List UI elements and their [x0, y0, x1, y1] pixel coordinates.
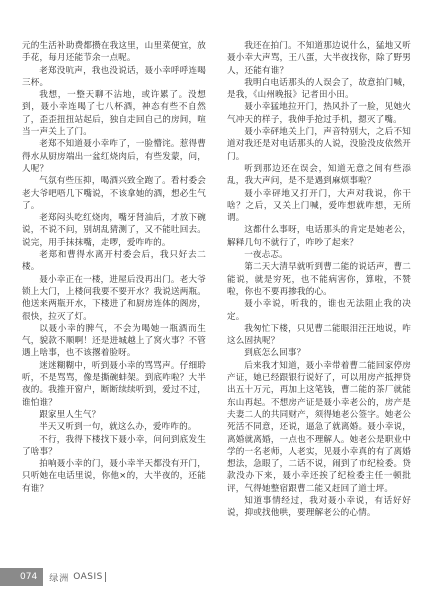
paragraph: 聂小幸砰地关上门，声音特别大，之后不知道对我还是对电话那头的人说，没脸没皮依然开门。: [227, 127, 411, 162]
footer-divider: [105, 572, 106, 582]
paragraph: 聂小幸说，听我的，谁也无法阻止我的决定。: [227, 299, 411, 322]
paragraph: 到底怎么回事？: [244, 348, 306, 359]
magazine-name-en: OASIS: [73, 572, 103, 582]
paragraph: 迷迷糊糊中，听到聂小幸的骂骂声。仔细聆听，不是骂骂，像是撕碗蚌架。到底咋啦？大半夜的。我推开窗户，断断续续听到，爱过不过，谁怕谁？: [22, 360, 206, 408]
right-text-column: [227, 40, 411, 520]
paragraph: 元的生活补助费都攒在我这里，山里菜便宜，放手花，每月还能节余一点呢。: [22, 41, 206, 64]
page-footer: [0, 568, 140, 586]
page-number: 074: [0, 568, 43, 586]
paragraph: 知道事情经过，我对聂小幸说，有话好好说，抑或找他哄，要理解老公的心情。: [227, 495, 411, 519]
paragraph: 这都什么事呀，电话那头的肯定是她老公，解释几句不就行了，咋吵了起来？: [227, 225, 411, 248]
paragraph: 后来我才知道，聂小幸带着曹二能回家停房产证，她已经跟银行说好了，可以用房产抵押贷出五十万元，再加上这笔钱，曹二能的茶厂就能东山再起。不想房产证是聂小幸老公的，房产是夫妻二人的共同财产，须得她老公签字。她老公死活不同意，还说，逼急了就离婚。聂小幸说，离婚就离婚，一点也不理解人。她老公是职业中学的一名老师，人老实，见聂小幸真的有了离婚想法，急眼了，二话不说，闹到了市纪检委。贷款没办下来，聂小幸还挨了纪检委主任一顿批评，气得她整宿跟曹二能又赶回了道士坪。: [227, 360, 411, 494]
paragraph: 半天又听到一句，就这么办，爱咋咋的。: [39, 422, 197, 433]
paragraph: 老郑没吭声，我也没说话，聂小幸呼呼连喝三杯。: [22, 65, 206, 88]
paragraph: 气氛有些压抑，喝酒兴致全跑了。看村委会老大爷吧唔几下嘴说，不该拿她的酒，想必生气了。: [22, 176, 206, 211]
paragraph: 聂小幸正在一楼，进屋后没再出门。老大爷锁上大门，上楼问我要不要开水？我说送两瓶。他送来两瓶开水，下楼进了和厨房连体的阁房，很快，拉灭了灯。: [22, 274, 206, 322]
paragraph: 我明白电话那头的人误会了，故意拍门喊，是我，《山州晚报》记者田小田。: [227, 77, 411, 101]
magazine-name-cn: 绿洲: [49, 573, 70, 584]
paragraph: 不行，我得下楼找下聂小幸，问问到底发生了啥事？: [22, 434, 206, 457]
paragraph: 老郑不知道聂小幸咋了，一脸懵诧。惹得曹得水从厨房端出一盆红烧肉后，有些发蒙，问，人呢？: [22, 139, 206, 174]
paragraph: 我还在拍门。不知道那边说什么，猛地又听聂小幸大声骂，王八蛋，大半夜找你，除了野男人，还能有谁？: [227, 41, 411, 76]
paragraph: 跟家里人生气？: [39, 409, 101, 420]
paragraph: 聂小幸砰地又打开门，大声对我说，你干啥？之后，又关上门喊，爱咋想就咋想，无所谓。: [227, 188, 411, 224]
left-text-column: [22, 40, 206, 495]
paragraph: 聂小幸猛地拉开门，热风扑了一脸，见她火气冲天的样子，我伸手抢过手机，摁灭了嘴。: [227, 102, 411, 125]
paragraph: 第二天大清早就听到曹二能的说话声，曹二能说，就是穷死，也不能病害你，算啦，不赞啦，你也不要再掺我的心。: [227, 262, 411, 297]
paragraph: 以聂小幸的脾气，不会为喝她一瓶酒而生气，貌款不顺啊！还是进城越上了窝火事？不管遇上啥事，也不该撂着脸呀。: [22, 323, 206, 359]
paragraph: 听到那边还在误会，知道无意之间有些添乱，我大声问，是不是遇到麻烦事啦？: [227, 163, 411, 187]
paragraph: 老郑闷头吃红烧肉，嘴牙肾油后，才放下碗说，不说不问，别胡乱猜测了，又不能吐回去。说完，用手抹抹嘴，走啰，爱咋咋的。: [22, 213, 206, 248]
paragraph: 一夜忐忑。: [244, 250, 288, 261]
paragraph: 我想，一整天聊不沾地，或许累了。没想到，聂小幸连喝了七八杯酒，神态有些不自然了，歪歪扭扭站起后，独自走回自己的房间，喧当一声关上了门。: [22, 90, 206, 138]
paragraph: 老郑和曹得水离开村委会后，我只好去二楼。: [22, 250, 206, 273]
paragraph: 我匆忙下楼，只见曹二能眼泪汪汪地说，咋这么固执呢？: [227, 323, 411, 347]
paragraph: 拍响聂小幸的门，聂小幸半天都没有开门，只听她在电话里说，你他×的，大半夜的，还能有谁？: [22, 459, 206, 494]
